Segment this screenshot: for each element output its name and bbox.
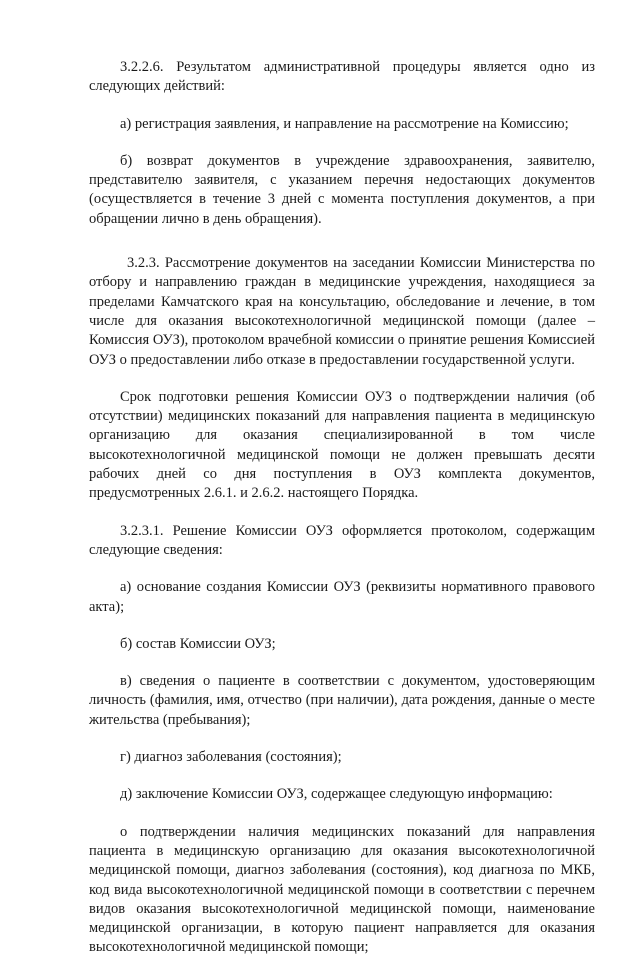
paragraph-confirmation: о подтверждении наличия медицинских показаний для направления пациента в медицинскую организацию для оказания высокотехнологичной медицинской помощи, диагноз заболевания (состояния), код диагноза по МКБ, код вида высокотехнологичной медицинской помощи в соответствии с перечнем видов оказания высокотехнологичной медицинской помощи, наименование медицинской организации, в которую пациент направляется для оказания высокотехнологичной медицинской помощи;: [89, 823, 595, 956]
paragraph-item-a-basis: а) основание создания Комиссии ОУЗ (реквизиты нормативного правового акта);: [89, 579, 595, 615]
paragraph-item-b-composition: б) состав Комиссии ОУЗ;: [120, 635, 276, 652]
document-body: [89, 58, 595, 976]
paragraph-item-d-conclusion: д) заключение Комиссии ОУЗ, содержащее следующую информацию:: [120, 786, 553, 803]
paragraph-deadline: Срок подготовки решения Комиссии ОУЗ о подтверждении наличия (об отсутствии) медицинских показаний для направления пациента в медицинскую организацию для оказания специализированной в том числе высокотехнологичной медицинской помощи не должен превышать десяти рабочих дней со дня поступления в ОУЗ комплекта документов, предусмотренных 2.6.1. и 2.6.2. настоящего Порядка.: [89, 388, 595, 502]
paragraph-item-b-return: б) возврат документов в учреждение здравоохранения, заявителю, представителю заявителя, с указанием перечня недостающих документов (осуществляется в течение 3 дней с момента поступления документов, а при обращении лично в день обращения).: [89, 152, 595, 227]
paragraph-3-2-2-6: 3.2.2.6. Результатом административной процедуры является одно из следующих действий:: [89, 59, 595, 95]
paragraph-3-2-3: 3.2.3. Рассмотрение документов на заседании Комиссии Министерства по отбору и направлению граждан в медицинские учреждения, находящиеся за пределами Камчатского края на консультацию, обследование и лечение, в том числе для оказания высокотехнологичной медицинской помощи (далее – Комиссия ОУЗ), протоколом врачебной комиссии о принятие решения Комиссией ОУЗ о предоставлении либо отказе в предоставлении государственной услуги.: [89, 255, 595, 368]
paragraph-item-v-patient: в) сведения о пациенте в соответствии с документом, удостоверяющим личность (фамилия, имя, отчество (при наличии), дата рождения, данные о месте жительства (пребывания);: [89, 673, 595, 728]
paragraph-item-a-registration: а) регистрация заявления, и направление на рассмотрение на Комиссию;: [120, 115, 569, 132]
paragraph-3-2-3-1: 3.2.3.1. Решение Комиссии ОУЗ оформляется протоколом, содержащим следующие сведения:: [89, 522, 595, 558]
paragraph-item-g-diagnosis: г) диагноз заболевания (состояния);: [120, 749, 342, 766]
